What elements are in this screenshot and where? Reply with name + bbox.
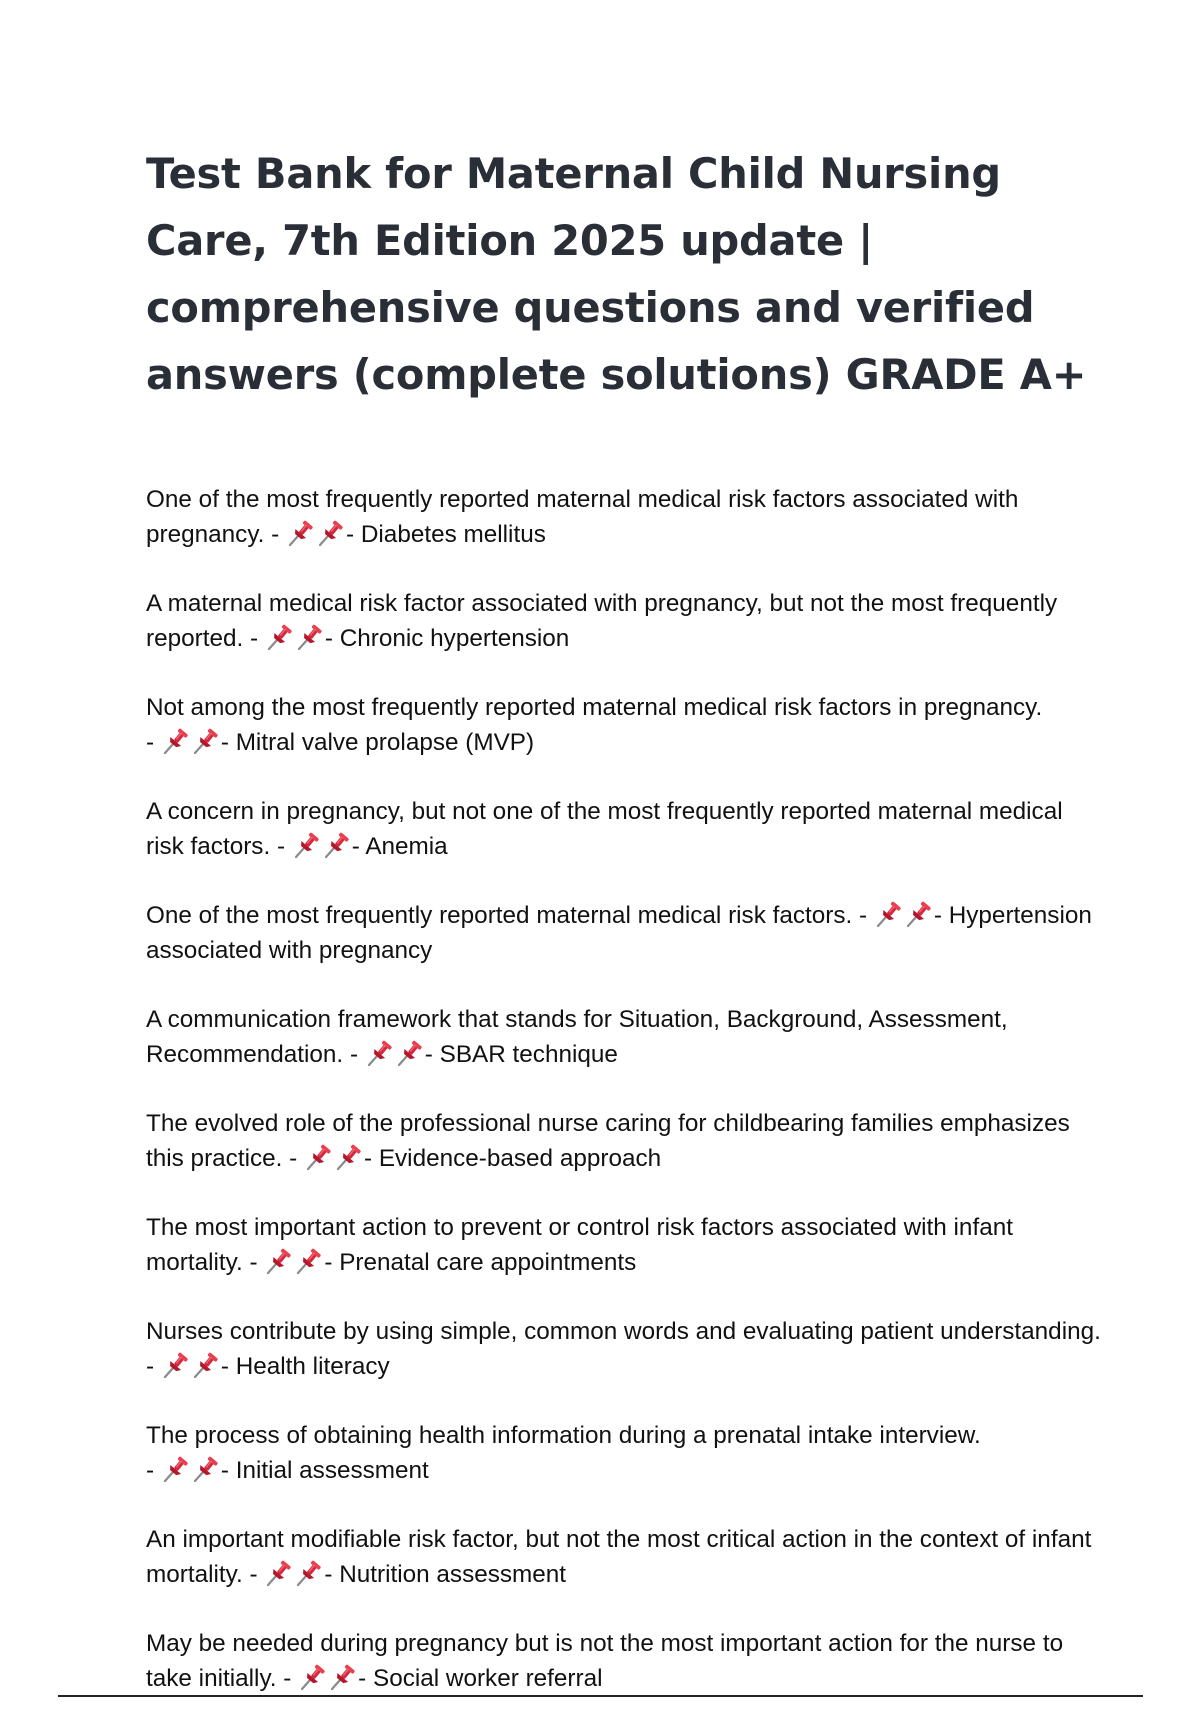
answer-text: Diabetes mellitus <box>360 520 546 548</box>
pushpin-icon <box>265 1559 293 1587</box>
pushpin-icon <box>299 1663 327 1691</box>
question-text: One of the most frequently reported maternal medical risk factors associated with pregnancy. <box>146 486 1019 548</box>
list-item <box>146 1211 1106 1280</box>
answer-text: Initial assessment <box>235 1456 429 1484</box>
question-text: One of the most frequently reported maternal medical risk factors. <box>146 902 853 929</box>
list-item <box>146 691 1106 760</box>
page-title: Test Bank for Maternal Child Nursing Care, 7th Edition 2025 update | comprehensive questions and verified answers (complete solutions) GRADE A+ <box>146 149 1087 399</box>
separator-prefix: - <box>264 520 287 548</box>
separator <box>852 902 948 929</box>
answer-text: Chronic hypertension <box>339 624 570 652</box>
separator-suffix: - <box>363 1144 379 1172</box>
pushpin-icon <box>162 1351 190 1379</box>
separator <box>264 521 360 548</box>
separator-suffix: - <box>220 1456 236 1484</box>
answer-text: Anemia <box>365 832 448 860</box>
pushpin-icon <box>287 519 315 547</box>
separator-prefix: - <box>146 728 161 756</box>
question-text: A maternal medical risk factor associated with pregnancy, but not the most frequently reported. <box>146 590 1058 652</box>
list-item <box>146 1627 1106 1696</box>
separator-prefix: - <box>852 902 874 929</box>
separator <box>343 1041 439 1068</box>
qa-list <box>146 483 1106 1731</box>
separator <box>146 729 236 756</box>
pushpin-icon <box>317 519 345 547</box>
separator-prefix: - <box>282 1144 304 1172</box>
answer-text: Prenatal care appointments <box>339 1248 637 1276</box>
separator <box>277 1665 373 1692</box>
separator-prefix: - <box>242 1248 265 1276</box>
separator <box>243 625 339 652</box>
answer-text: Health literacy <box>235 1352 390 1380</box>
separator-suffix: - <box>220 1352 236 1380</box>
list-item <box>146 587 1106 656</box>
separator <box>243 1249 339 1276</box>
separator-prefix: - <box>276 1664 299 1692</box>
pushpin-icon <box>335 1143 363 1171</box>
separator-prefix: - <box>343 1040 365 1068</box>
answer-text: SBAR technique <box>439 1040 618 1068</box>
list-item <box>146 795 1106 864</box>
answer-text: Social worker referral <box>372 1664 603 1692</box>
separator-suffix: - <box>324 1248 340 1276</box>
pushpin-icon <box>293 831 321 859</box>
list-item <box>146 1107 1106 1176</box>
pushpin-icon <box>295 1247 323 1275</box>
pushpin-icon <box>192 1455 220 1483</box>
pushpin-icon <box>396 1039 424 1067</box>
separator <box>146 1353 236 1380</box>
pushpin-icon <box>162 1455 190 1483</box>
pushpin-icon <box>875 900 903 928</box>
pushpin-icon <box>296 623 324 651</box>
pushpin-icon <box>295 1559 323 1587</box>
answer-text: Nutrition assessment <box>339 1560 567 1588</box>
separator-prefix: - <box>146 1456 161 1484</box>
list-item <box>146 1003 1106 1072</box>
separator-prefix: - <box>242 1560 265 1588</box>
separator-suffix: - <box>424 1040 440 1068</box>
question-text: May be needed during pregnancy but is not the most important action for the nurse to take initially. <box>146 1630 1064 1692</box>
pushpin-icon <box>329 1663 357 1691</box>
question-text: Nurses contribute by using simple, common words and evaluating patient understanding. <box>146 1318 1101 1345</box>
pushpin-icon <box>323 831 351 859</box>
answer-text: Mitral valve prolapse (MVP) <box>235 728 535 756</box>
list-item <box>146 1419 1106 1488</box>
question-text: A concern in pregnancy, but not one of the most frequently reported maternal medical risk factors. <box>146 798 1063 860</box>
pushpin-icon <box>905 900 933 928</box>
pushpin-icon <box>366 1039 394 1067</box>
pushpin-icon <box>162 727 190 755</box>
list-item <box>146 483 1106 552</box>
separator-prefix: - <box>243 624 265 652</box>
separator-suffix: - <box>324 1560 340 1588</box>
separator-suffix: - <box>220 728 236 756</box>
list-item <box>146 1523 1106 1592</box>
separator <box>243 1561 339 1588</box>
separator <box>270 833 365 860</box>
separator-suffix: - <box>358 1664 373 1692</box>
pushpin-icon <box>192 727 220 755</box>
list-item <box>146 899 1106 968</box>
pushpin-icon <box>305 1143 333 1171</box>
question-text: A communication framework that stands for Situation, Background, Assessment, Recommendation. <box>146 1006 1008 1068</box>
separator-prefix: - <box>146 1352 161 1380</box>
separator-prefix: - <box>270 832 292 860</box>
question-text: The most important action to prevent or control risk factors associated with infant mortality. <box>146 1214 1013 1276</box>
list-item <box>146 1315 1106 1384</box>
separator-suffix: - <box>324 624 340 652</box>
question-text: Not among the most frequently reported maternal medical risk factors in pregnancy. <box>146 694 1043 721</box>
question-text: An important modifiable risk factor, but not the most critical action in the context of infant mortality. <box>146 1526 1092 1588</box>
pushpin-icon <box>266 623 294 651</box>
separator-suffix: - <box>933 902 949 929</box>
separator <box>146 1457 236 1484</box>
answer-text: Hypertension associated with pregnancy <box>146 902 1092 964</box>
separator-suffix: - <box>346 520 361 548</box>
pushpin-icon <box>192 1351 220 1379</box>
answer-text: Evidence-based approach <box>378 1144 662 1172</box>
page-bottom-rule <box>58 1695 1143 1697</box>
question-text: The process of obtaining health information during a prenatal intake interview. <box>146 1422 981 1449</box>
separator <box>282 1145 378 1172</box>
question-text: The evolved role of the professional nurse caring for childbearing families emphasizes this practice. <box>146 1110 1070 1172</box>
pushpin-icon <box>265 1247 293 1275</box>
separator-suffix: - <box>351 832 366 860</box>
